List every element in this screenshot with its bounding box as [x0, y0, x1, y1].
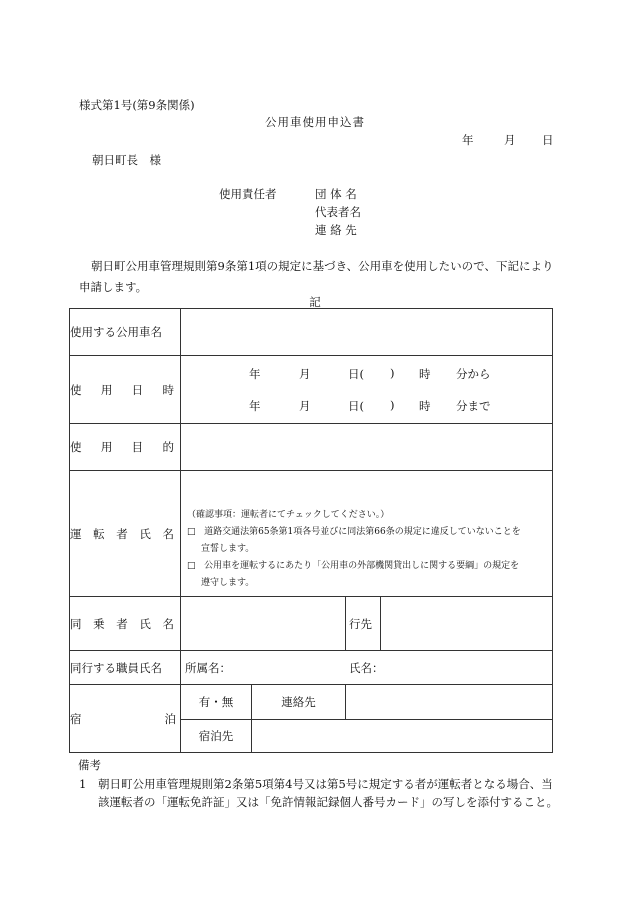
checkbox-compliance[interactable]: □ [187, 561, 196, 571]
purpose-label: 使 用 目 的 [70, 424, 181, 471]
check-compliance-text-1: 公用車を運転するにあたり「公用車の外部機関貸出しに関する要綱」の規定を [204, 561, 520, 571]
staff-label: 同行する職員氏名 [70, 651, 181, 685]
addressee: 朝日町長 様 [92, 153, 161, 167]
purpose-field[interactable] [181, 424, 553, 471]
vehicle-field[interactable] [181, 309, 553, 356]
form-number: 様式第1号(第9条関係) [79, 98, 195, 112]
datetime-field[interactable] [181, 356, 553, 424]
responsible-label: 使用責任者 [219, 187, 277, 201]
contact-label: 連 絡 先 [315, 223, 357, 237]
passengers-label: 同 乗 者 氏 名 [70, 597, 181, 651]
representative-label: 代表者名 [315, 205, 361, 219]
staff-field[interactable] [181, 651, 553, 685]
lodging-contact-field[interactable] [346, 685, 553, 720]
datetime-start: 年 月 日( ) 時 分から [249, 365, 491, 381]
date-day-label: 日 [542, 133, 554, 147]
table-row-vehicle [70, 309, 553, 356]
date-year-label: 年 [462, 133, 474, 147]
application-table [69, 308, 553, 753]
name-label: 氏名： [349, 660, 384, 675]
table-row-passengers [70, 597, 553, 651]
check-oath-text-1: 道路交通法第65条第1項各号並びに同法第66条の規定に違反していないことを [204, 527, 521, 537]
checkbox-oath[interactable]: □ [187, 527, 196, 537]
driver-label: 運 転 者 氏 名 [70, 471, 181, 597]
body-text: 朝日町公用車管理規則第9条第1項の規定に基づき、公用車を使用したいので、下記により申請します。 [79, 259, 554, 294]
destination-field[interactable] [381, 597, 553, 651]
destination-label: 行先 [346, 597, 381, 651]
table-row-driver [70, 471, 553, 597]
vehicle-label: 使用する公用車名 [70, 309, 181, 356]
table-row-purpose [70, 424, 553, 471]
passengers-field[interactable] [181, 597, 346, 651]
note-number: 1 [79, 777, 87, 791]
affiliation-label: 所属名： [185, 660, 231, 675]
check-compliance-text-2: 遵守します。 [201, 578, 255, 588]
lodging-place-field[interactable] [252, 720, 553, 753]
driver-field[interactable] [181, 471, 553, 597]
lodging-label: 宿 泊 [70, 685, 181, 753]
notes-heading: 備考 [78, 758, 101, 772]
note-text: 朝日町公用車管理規則第2条第5項第4号又は第5号に規定する者が運転者となる場合、当該運転者の「運転免許証」又は「免許情報記録個人番号カード」の写しを添付すること。 [98, 777, 558, 809]
datetime-label: 使 用 日 時 [70, 356, 181, 424]
table-row-lodging [70, 685, 553, 720]
note-item [79, 775, 559, 811]
table-row-datetime [70, 356, 553, 424]
org-name-label: 団 体 名 [315, 187, 357, 201]
lodging-place-label: 宿泊先 [181, 720, 252, 753]
table-row-staff [70, 651, 553, 685]
driver-confirm [181, 501, 552, 596]
confirm-header: （確認事項：運転者にてチェックしてください。） [187, 510, 390, 520]
date-month-label: 月 [504, 133, 516, 147]
ki-heading: 記 [309, 295, 321, 309]
lodging-yes-no[interactable]: 有・無 [181, 685, 252, 720]
check-oath-text-2: 宣誓します。 [201, 544, 255, 554]
lodging-contact-label: 連絡先 [252, 685, 346, 720]
form-title: 公用車使用申込書 [265, 115, 365, 129]
datetime-end: 年 月 日( ) 時 分まで [249, 397, 491, 413]
